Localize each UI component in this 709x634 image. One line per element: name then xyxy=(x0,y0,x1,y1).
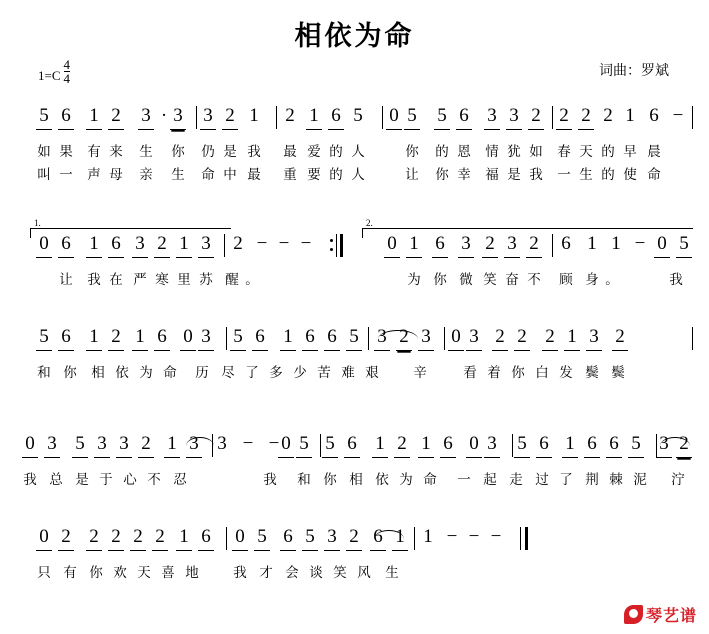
lyric-char: 。 xyxy=(245,272,259,288)
note-token: 6 xyxy=(456,104,472,130)
lyric-char: 你 xyxy=(433,272,447,288)
system-1 xyxy=(0,104,709,184)
note-token: 3 xyxy=(506,104,522,130)
volta-bracket-1 xyxy=(30,228,231,238)
lyric-row-1a xyxy=(0,140,709,161)
lyric-char: 鬓 xyxy=(585,365,599,381)
lyric-char: 和 xyxy=(297,472,311,488)
lyric-char: 走 xyxy=(509,472,523,488)
note-token: 3 xyxy=(198,325,214,351)
lyric-char: 生 xyxy=(385,565,399,581)
note-token: 5 xyxy=(434,104,450,130)
note-token: − xyxy=(634,233,646,254)
note-token: 6 xyxy=(606,432,622,458)
note-token: 2 xyxy=(542,325,558,351)
lyric-char: 泞 xyxy=(671,472,685,488)
key-label: 1=C xyxy=(38,68,61,83)
lyric-char: 一 xyxy=(457,472,471,488)
lyric-char: 命 xyxy=(201,167,215,183)
note-row-5 xyxy=(0,525,709,559)
note-token: 3 xyxy=(458,232,474,258)
lyric-char: 中 xyxy=(223,167,237,183)
lyric-char: 依 xyxy=(115,365,129,381)
lyric-row-1b xyxy=(0,163,709,184)
note-token: − xyxy=(446,526,458,547)
note-token: 3 xyxy=(484,104,500,130)
note-token: 0 xyxy=(466,432,482,458)
note-token: 6 xyxy=(302,325,318,351)
lyric-char: 不 xyxy=(527,272,541,288)
barline xyxy=(382,106,383,129)
lyric-char: 尽 xyxy=(221,365,235,381)
note-token: 0 xyxy=(384,232,400,258)
note-token: 1 xyxy=(306,104,322,130)
note-token: 1 xyxy=(418,432,434,458)
note-row-3 xyxy=(0,325,709,359)
lyric-char: 命 xyxy=(423,472,437,488)
final-barline-thick xyxy=(525,527,528,550)
lyric-row-3a xyxy=(0,361,709,382)
note-token: 3 xyxy=(170,104,186,130)
note-token: 2 xyxy=(233,233,243,254)
lyric-char: 母 xyxy=(109,167,123,183)
lyric-char: 的 xyxy=(601,167,615,183)
note-token: − xyxy=(256,233,268,254)
lyric-char: 我 xyxy=(669,272,683,288)
lyric-char: 才 xyxy=(259,565,273,581)
lyric-char: 天 xyxy=(137,565,151,581)
note-token: 1 xyxy=(562,432,578,458)
note-token: 6 xyxy=(252,325,268,351)
note-token: 6 xyxy=(370,525,386,551)
lyric-char: 了 xyxy=(559,472,573,488)
lyric-char: 多 xyxy=(269,365,283,381)
note-token: 2 xyxy=(612,325,628,351)
lyric-char: 爱 xyxy=(307,144,321,160)
lyric-char: 你 xyxy=(171,144,185,160)
note-token: 3 xyxy=(418,325,434,351)
note-token: − xyxy=(468,526,480,547)
lyric-char: 笑 xyxy=(483,272,497,288)
note-token: 2 xyxy=(394,432,410,458)
lyric-char: 叫 xyxy=(37,167,51,183)
lyric-char: 生 xyxy=(579,167,593,183)
note-token: 6 xyxy=(536,432,552,458)
lyric-char: 有 xyxy=(87,144,101,160)
note-token: 3 xyxy=(198,232,214,258)
note-token: 1 xyxy=(392,525,408,551)
lyric-char: 情 xyxy=(485,144,499,160)
note-token: 6 xyxy=(344,432,360,458)
lyric-char: 难 xyxy=(341,365,355,381)
lyric-char: 你 xyxy=(63,365,77,381)
note-token: 0 xyxy=(232,525,248,551)
barline xyxy=(414,527,415,550)
lyric-char: 要 xyxy=(307,167,321,183)
lyric-char: 来 xyxy=(109,144,123,160)
lyric-char: 相 xyxy=(91,365,105,381)
lyric-char: 泥 xyxy=(633,472,647,488)
note-token: 6 xyxy=(440,432,456,458)
lyric-char: 我 xyxy=(529,167,543,183)
lyric-char: 你 xyxy=(405,144,419,160)
note-token: 3 xyxy=(116,432,132,458)
note-token: 1 xyxy=(86,325,102,351)
note-token: 5 xyxy=(404,104,420,130)
note-token: 2 xyxy=(578,104,594,130)
note-token: 2 xyxy=(526,232,542,258)
lyric-char: 总 xyxy=(49,472,63,488)
lyric-char: 你 xyxy=(323,472,337,488)
note-token: 2 xyxy=(514,325,530,351)
note-token: 3 xyxy=(586,325,602,351)
note-token: 6 xyxy=(432,232,448,258)
lyric-char: 喜 xyxy=(161,565,175,581)
note-token: 3 xyxy=(504,232,520,258)
note-token: 3 xyxy=(132,232,148,258)
lyric-char: 命 xyxy=(647,167,661,183)
lyric-char: 是 xyxy=(507,167,521,183)
lyric-char: 命 xyxy=(163,365,177,381)
note-token: · xyxy=(160,105,168,126)
note-token: 6 xyxy=(58,325,74,351)
lyric-row-4a xyxy=(0,468,709,489)
watermark-text: 琴艺谱 xyxy=(645,606,697,625)
note-token: 1 xyxy=(86,104,102,130)
lyric-char: 里 xyxy=(177,272,191,288)
lyric-char: 鬓 xyxy=(611,365,625,381)
volta-bracket-2 xyxy=(362,228,693,238)
note-token: 0 xyxy=(654,232,670,258)
note-token: 5 xyxy=(230,325,246,351)
page-title: 相依为命 xyxy=(294,21,415,52)
note-token: 5 xyxy=(346,325,362,351)
note-token: 1 xyxy=(176,525,192,551)
lyric-char: 生 xyxy=(171,167,185,183)
composer-credit: 词曲：罗斌 xyxy=(599,63,669,79)
note-token: − xyxy=(278,233,290,254)
note-token: 0 xyxy=(36,525,52,551)
lyric-char: 谈 xyxy=(309,565,323,581)
note-token: 5 xyxy=(514,432,530,458)
note-token: 1 xyxy=(86,232,102,258)
lyric-char: 果 xyxy=(59,144,73,160)
note-row-4 xyxy=(0,432,709,466)
barline xyxy=(512,434,513,457)
barline xyxy=(656,434,657,457)
lyric-char: 你 xyxy=(511,365,525,381)
note-token: 6 xyxy=(154,325,170,351)
lyric-char: 艰 xyxy=(365,365,379,381)
note-token: 3 xyxy=(200,104,216,130)
note-token: 2 xyxy=(58,525,74,551)
lyric-char: 白 xyxy=(535,365,549,381)
system-2 xyxy=(0,232,709,289)
lyric-char: 苏 xyxy=(199,272,213,288)
lyric-char: 辛 xyxy=(413,365,427,381)
note-token: 2 xyxy=(108,325,124,351)
lyric-char: 奋 xyxy=(505,272,519,288)
barline xyxy=(552,106,553,129)
lyric-char: 幸 xyxy=(457,167,471,183)
note-token: 0 xyxy=(448,325,464,351)
note-token: 5 xyxy=(302,525,318,551)
note-token: 2 xyxy=(492,325,508,351)
barline xyxy=(692,327,693,350)
note-token: 5 xyxy=(72,432,88,458)
note-token: 2 xyxy=(108,104,124,130)
note-token: 3 xyxy=(217,433,227,454)
lyric-char: 了 xyxy=(245,365,259,381)
note-token: 5 xyxy=(628,432,644,458)
lyric-char: 我 xyxy=(233,565,247,581)
lyric-char: 早 xyxy=(623,144,637,160)
note-token: 2 xyxy=(130,525,146,551)
lyric-char: 仍 xyxy=(201,144,215,160)
note-token: 1 xyxy=(372,432,388,458)
barline xyxy=(320,434,321,457)
lyric-char: 和 xyxy=(37,365,51,381)
lyric-char: 晨 xyxy=(647,144,661,160)
lyric-char: 人 xyxy=(351,144,365,160)
note-token: 3 xyxy=(94,432,110,458)
lyric-char: 生 xyxy=(139,144,153,160)
note-token: − xyxy=(490,526,502,547)
lyric-char: 于 xyxy=(99,472,113,488)
lyric-char: 如 xyxy=(529,144,543,160)
lyric-char: 让 xyxy=(405,167,419,183)
time-signature xyxy=(64,58,71,85)
system-4 xyxy=(0,432,709,489)
note-token: 1 xyxy=(176,232,192,258)
note-token: 2 xyxy=(86,525,102,551)
lyric-char: 的 xyxy=(601,144,615,160)
note-token: − xyxy=(672,105,684,126)
lyric-char: 微 xyxy=(459,272,473,288)
lyric-char: 我 xyxy=(23,472,37,488)
note-token: 6 xyxy=(561,233,571,254)
lyric-char: 是 xyxy=(223,144,237,160)
lyric-char: 人 xyxy=(351,167,365,183)
lyric-char: 醒 xyxy=(225,272,239,288)
note-token: 2 xyxy=(482,232,498,258)
note-token: 5 xyxy=(36,325,52,351)
lyric-char: 在 xyxy=(109,272,123,288)
note-token: 6 xyxy=(584,432,600,458)
volta-label-2: 2. xyxy=(366,218,373,228)
lyric-char: 福 xyxy=(485,167,499,183)
lyric-char: 有 xyxy=(63,565,77,581)
note-token: − xyxy=(300,233,312,254)
lyric-char: 顾 xyxy=(559,272,573,288)
time-signature-denominator: 4 xyxy=(63,71,71,86)
note-token: 3 xyxy=(374,325,390,351)
note-token: 1 xyxy=(132,325,148,351)
lyric-char: 笑 xyxy=(333,565,347,581)
note-token: 6 xyxy=(198,525,214,551)
lyric-char: 荆 xyxy=(585,472,599,488)
lyric-char: 的 xyxy=(435,144,449,160)
lyric-char: 只 xyxy=(37,565,51,581)
note-token: 2 xyxy=(528,104,544,130)
time-signature-numerator: 4 xyxy=(63,57,71,72)
lyric-char: 恩 xyxy=(457,144,471,160)
lyric-char: 过 xyxy=(535,472,549,488)
lyric-char: 声 xyxy=(87,167,101,183)
lyric-row-2a xyxy=(0,268,709,289)
note-token: 2 xyxy=(603,105,613,126)
note-token: 1 xyxy=(611,233,621,254)
note-token: 2 xyxy=(138,432,154,458)
note-token: 2 xyxy=(556,104,572,130)
note-token: 0 xyxy=(386,104,402,130)
note-token: 3 xyxy=(186,432,202,458)
note-token: 5 xyxy=(296,432,312,458)
volta-label-1: 1. xyxy=(34,218,41,228)
note-token: 2 xyxy=(222,104,238,130)
note-token: 1 xyxy=(249,105,259,126)
lyric-char: 风 xyxy=(357,565,371,581)
note-token: 3 xyxy=(656,432,672,458)
barline xyxy=(444,327,445,350)
system-5 xyxy=(0,525,709,582)
lyric-char: 看 xyxy=(463,365,477,381)
note-token: 3 xyxy=(484,432,500,458)
lyric-char: 寒 xyxy=(155,272,169,288)
barline xyxy=(226,327,227,350)
lyric-char: 着 xyxy=(487,365,501,381)
lyric-char: 是 xyxy=(75,472,89,488)
lyric-char: 天 xyxy=(579,144,593,160)
note-token: 6 xyxy=(328,104,344,130)
lyric-char: 欢 xyxy=(113,565,127,581)
note-token: 0 xyxy=(36,232,52,258)
note-token: 6 xyxy=(324,325,340,351)
lyric-char: 依 xyxy=(375,472,389,488)
note-token: 3 xyxy=(44,432,60,458)
note-token: 3 xyxy=(466,325,482,351)
barline xyxy=(226,527,227,550)
lyric-char: 不 xyxy=(147,472,161,488)
note-token: 1 xyxy=(406,232,422,258)
note-token: 6 xyxy=(280,525,296,551)
note-token: 3 xyxy=(138,104,154,130)
lyric-char: 我 xyxy=(263,472,277,488)
note-token: 2 xyxy=(108,525,124,551)
lyric-char: 你 xyxy=(435,167,449,183)
key-signature xyxy=(38,58,70,85)
lyric-char: 使 xyxy=(623,167,637,183)
bird-logo-icon xyxy=(624,605,643,624)
lyric-char: 让 xyxy=(59,272,73,288)
note-token: 1 xyxy=(625,105,635,126)
note-token: 1 xyxy=(564,325,580,351)
note-token: 1 xyxy=(164,432,180,458)
lyric-char: 苦 xyxy=(317,365,331,381)
note-token: 2 xyxy=(285,105,295,126)
lyric-char: 我 xyxy=(247,144,261,160)
note-token: 2 xyxy=(152,525,168,551)
note-token: − xyxy=(268,433,280,454)
note-token: 5 xyxy=(353,105,363,126)
lyric-char: 春 xyxy=(557,144,571,160)
final-barline-thin xyxy=(520,527,521,550)
lyric-char: 会 xyxy=(285,565,299,581)
lyric-char: 心 xyxy=(123,472,137,488)
note-token: 2 xyxy=(396,325,412,351)
lyric-char: 发 xyxy=(559,365,573,381)
note-token: 5 xyxy=(36,104,52,130)
lyric-char: 亲 xyxy=(139,167,153,183)
note-token: 6 xyxy=(58,232,74,258)
note-token: 2 xyxy=(346,525,362,551)
note-token: 1 xyxy=(587,233,597,254)
barline xyxy=(368,327,369,350)
system-3 xyxy=(0,325,709,382)
barline xyxy=(196,106,197,129)
lyric-char: 为 xyxy=(139,365,153,381)
lyric-row-5a xyxy=(0,561,709,582)
note-row-1 xyxy=(0,104,709,138)
lyric-char: 的 xyxy=(329,167,343,183)
note-token: 0 xyxy=(22,432,38,458)
note-token: 6 xyxy=(108,232,124,258)
note-token: 6 xyxy=(58,104,74,130)
note-token: 0 xyxy=(278,432,294,458)
site-watermark xyxy=(624,603,697,626)
barline xyxy=(276,106,277,129)
note-token: 0 xyxy=(180,325,196,351)
lyric-char: 如 xyxy=(37,144,51,160)
lyric-char: 为 xyxy=(399,472,413,488)
lyric-char: 忍 xyxy=(173,472,187,488)
note-token: 6 xyxy=(649,105,659,126)
note-token: 5 xyxy=(676,232,692,258)
note-token: 5 xyxy=(254,525,270,551)
note-token: 1 xyxy=(423,526,433,547)
lyric-char: 历 xyxy=(195,365,209,381)
lyric-char: 起 xyxy=(483,472,497,488)
lyric-char: 重 xyxy=(283,167,297,183)
lyric-char: 。 xyxy=(605,272,619,288)
lyric-char: 为 xyxy=(407,272,421,288)
lyric-char: 你 xyxy=(89,565,103,581)
lyric-char: 的 xyxy=(329,144,343,160)
lyric-char: 一 xyxy=(59,167,73,183)
lyric-char: 最 xyxy=(283,144,297,160)
note-token: 2 xyxy=(154,232,170,258)
note-token: 2 xyxy=(676,432,692,458)
note-token: 5 xyxy=(322,432,338,458)
lyric-char: 身 xyxy=(585,272,599,288)
lyric-char: 最 xyxy=(247,167,261,183)
note-token: 3 xyxy=(324,525,340,551)
lyric-char: 地 xyxy=(185,565,199,581)
lyric-char: 相 xyxy=(349,472,363,488)
barline xyxy=(692,106,693,129)
lyric-char: 严 xyxy=(133,272,147,288)
note-token: 1 xyxy=(280,325,296,351)
lyric-char: 我 xyxy=(87,272,101,288)
lyric-char: 棘 xyxy=(609,472,623,488)
lyric-char: 一 xyxy=(557,167,571,183)
lyric-char: 少 xyxy=(293,365,307,381)
lyric-char: 犹 xyxy=(507,144,521,160)
note-token: − xyxy=(242,433,254,454)
